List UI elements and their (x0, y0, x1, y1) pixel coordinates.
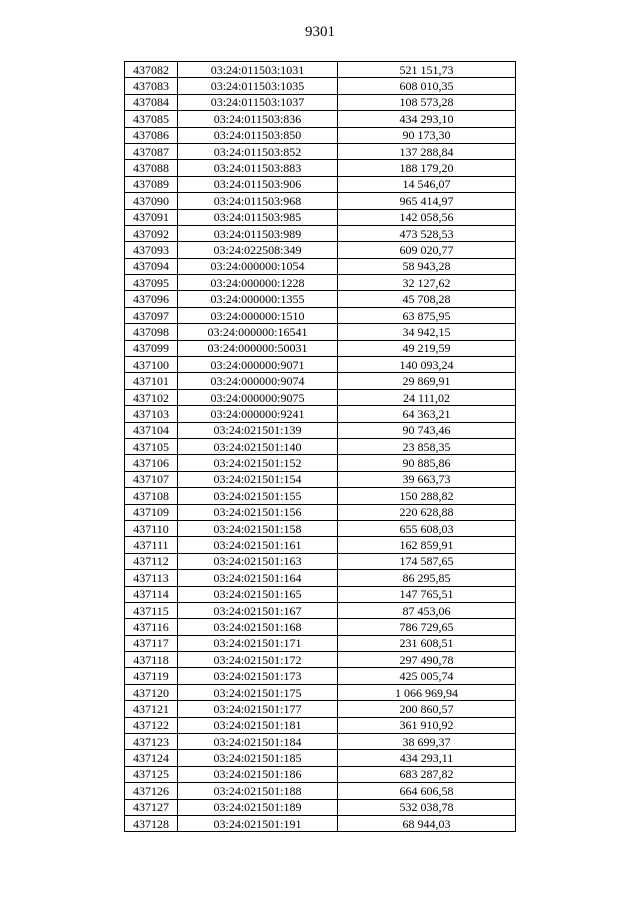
cadastral-number-cell: 03:24:021501:152 (178, 455, 338, 471)
row-number-cell: 437115 (125, 602, 178, 618)
table-row (125, 799, 516, 815)
cadastral-number-cell: 03:24:021501:140 (178, 438, 338, 454)
row-number-cell: 437107 (125, 471, 178, 487)
table-row (125, 225, 516, 241)
row-number-cell: 437124 (125, 750, 178, 766)
row-number-cell: 437100 (125, 357, 178, 373)
cadastral-number-cell: 03:24:011503:906 (178, 176, 338, 192)
row-number-cell: 437122 (125, 717, 178, 733)
table-row (125, 684, 516, 700)
table-row (125, 127, 516, 143)
cadastral-number-cell: 03:24:011503:836 (178, 111, 338, 127)
row-number-cell: 437095 (125, 275, 178, 291)
cadastral-number-cell: 03:24:011503:1037 (178, 94, 338, 110)
amount-cell: 297 490,78 (338, 652, 516, 668)
amount-cell: 90 743,46 (338, 422, 516, 438)
row-number-cell: 437119 (125, 668, 178, 684)
row-number-cell: 437113 (125, 570, 178, 586)
cadastral-number-cell: 03:24:021501:167 (178, 602, 338, 618)
amount-cell: 34 942,15 (338, 324, 516, 340)
table-row (125, 815, 516, 831)
cadastral-number-cell: 03:24:021501:172 (178, 652, 338, 668)
amount-cell: 68 944,03 (338, 815, 516, 831)
cadastral-number-cell: 03:24:021501:173 (178, 668, 338, 684)
amount-cell: 49 219,59 (338, 340, 516, 356)
cadastral-number-cell: 03:24:000000:9075 (178, 389, 338, 405)
cadastral-number-cell: 03:24:021501:191 (178, 815, 338, 831)
cadastral-number-cell: 03:24:021501:185 (178, 750, 338, 766)
cadastral-number-cell: 03:24:021501:181 (178, 717, 338, 733)
table-row (125, 340, 516, 356)
table-row (125, 783, 516, 799)
table-row (125, 160, 516, 176)
table-row (125, 635, 516, 651)
row-number-cell: 437111 (125, 537, 178, 553)
table-row (125, 766, 516, 782)
table-row (125, 422, 516, 438)
row-number-cell: 437104 (125, 422, 178, 438)
registry-table-body (125, 62, 516, 832)
amount-cell: 29 869,91 (338, 373, 516, 389)
row-number-cell: 437087 (125, 143, 178, 159)
row-number-cell: 437110 (125, 520, 178, 536)
cadastral-number-cell: 03:24:021501:165 (178, 586, 338, 602)
table-row (125, 652, 516, 668)
cadastral-number-cell: 03:24:000000:1228 (178, 275, 338, 291)
row-number-cell: 437099 (125, 340, 178, 356)
row-number-cell: 437120 (125, 684, 178, 700)
cadastral-number-cell: 03:24:021501:156 (178, 504, 338, 520)
row-number-cell: 437126 (125, 783, 178, 799)
cadastral-number-cell: 03:24:000000:50031 (178, 340, 338, 356)
cadastral-number-cell: 03:24:021501:189 (178, 799, 338, 815)
cadastral-number-cell: 03:24:021501:154 (178, 471, 338, 487)
table-row (125, 242, 516, 258)
cadastral-number-cell: 03:24:011503:985 (178, 209, 338, 225)
amount-cell: 140 093,24 (338, 357, 516, 373)
table-row (125, 553, 516, 569)
row-number-cell: 437090 (125, 193, 178, 209)
cadastral-number-cell: 03:24:021501:168 (178, 619, 338, 635)
amount-cell: 90 173,30 (338, 127, 516, 143)
cadastral-number-cell: 03:24:021501:177 (178, 701, 338, 717)
cadastral-number-cell: 03:24:021501:188 (178, 783, 338, 799)
page-number: 9301 (305, 24, 335, 40)
row-number-cell: 437097 (125, 307, 178, 323)
cadastral-number-cell: 03:24:000000:9074 (178, 373, 338, 389)
table-row (125, 94, 516, 110)
table-row (125, 357, 516, 373)
amount-cell: 683 287,82 (338, 766, 516, 782)
amount-cell: 425 005,74 (338, 668, 516, 684)
row-number-cell: 437093 (125, 242, 178, 258)
row-number-cell: 437123 (125, 734, 178, 750)
cadastral-number-cell: 03:24:021501:158 (178, 520, 338, 536)
amount-cell: 108 573,28 (338, 94, 516, 110)
row-number-cell: 437092 (125, 225, 178, 241)
row-number-cell: 437102 (125, 389, 178, 405)
row-number-cell: 437082 (125, 62, 178, 78)
table-row (125, 307, 516, 323)
table-row (125, 111, 516, 127)
amount-cell: 150 288,82 (338, 488, 516, 504)
table-row (125, 176, 516, 192)
amount-cell: 664 606,58 (338, 783, 516, 799)
row-number-cell: 437112 (125, 553, 178, 569)
row-number-cell: 437096 (125, 291, 178, 307)
row-number-cell: 437083 (125, 78, 178, 94)
cadastral-number-cell: 03:24:000000:1355 (178, 291, 338, 307)
table-row (125, 471, 516, 487)
amount-cell: 39 663,73 (338, 471, 516, 487)
row-number-cell: 437121 (125, 701, 178, 717)
cadastral-number-cell: 03:24:021501:171 (178, 635, 338, 651)
amount-cell: 64 363,21 (338, 406, 516, 422)
amount-cell: 147 765,51 (338, 586, 516, 602)
amount-cell: 86 295,85 (338, 570, 516, 586)
table-row (125, 209, 516, 225)
amount-cell: 200 860,57 (338, 701, 516, 717)
cadastral-number-cell: 03:24:000000:1510 (178, 307, 338, 323)
cadastral-number-cell: 03:24:011503:1031 (178, 62, 338, 78)
table-row (125, 734, 516, 750)
row-number-cell: 437105 (125, 438, 178, 454)
amount-cell: 608 010,35 (338, 78, 516, 94)
row-number-cell: 437108 (125, 488, 178, 504)
amount-cell: 87 453,06 (338, 602, 516, 618)
amount-cell: 63 875,95 (338, 307, 516, 323)
amount-cell: 434 293,11 (338, 750, 516, 766)
table-row (125, 570, 516, 586)
cadastral-number-cell: 03:24:021501:161 (178, 537, 338, 553)
cadastral-number-cell: 03:24:021501:163 (178, 553, 338, 569)
table-row (125, 488, 516, 504)
amount-cell: 38 699,37 (338, 734, 516, 750)
row-number-cell: 437117 (125, 635, 178, 651)
row-number-cell: 437118 (125, 652, 178, 668)
cadastral-number-cell: 03:24:021501:155 (178, 488, 338, 504)
cadastral-number-cell: 03:24:011503:968 (178, 193, 338, 209)
amount-cell: 473 528,53 (338, 225, 516, 241)
table-row (125, 602, 516, 618)
cadastral-number-cell: 03:24:021501:184 (178, 734, 338, 750)
cadastral-number-cell: 03:24:022508:349 (178, 242, 338, 258)
row-number-cell: 437116 (125, 619, 178, 635)
cadastral-number-cell: 03:24:000000:1054 (178, 258, 338, 274)
amount-cell: 14 546,07 (338, 176, 516, 192)
row-number-cell: 437114 (125, 586, 178, 602)
amount-cell: 434 293,10 (338, 111, 516, 127)
table-row (125, 619, 516, 635)
table-row (125, 438, 516, 454)
cadastral-number-cell: 03:24:011503:1035 (178, 78, 338, 94)
table-row (125, 78, 516, 94)
table-row (125, 258, 516, 274)
amount-cell: 142 058,56 (338, 209, 516, 225)
row-number-cell: 437127 (125, 799, 178, 815)
row-number-cell: 437089 (125, 176, 178, 192)
row-number-cell: 437103 (125, 406, 178, 422)
table-row (125, 275, 516, 291)
amount-cell: 361 910,92 (338, 717, 516, 733)
amount-cell: 58 943,28 (338, 258, 516, 274)
amount-cell: 231 608,51 (338, 635, 516, 651)
row-number-cell: 437085 (125, 111, 178, 127)
row-number-cell: 437098 (125, 324, 178, 340)
amount-cell: 532 038,78 (338, 799, 516, 815)
row-number-cell: 437084 (125, 94, 178, 110)
row-number-cell: 437091 (125, 209, 178, 225)
table-row (125, 324, 516, 340)
amount-cell: 655 608,03 (338, 520, 516, 536)
amount-cell: 220 628,88 (338, 504, 516, 520)
row-number-cell: 437101 (125, 373, 178, 389)
cadastral-number-cell: 03:24:021501:164 (178, 570, 338, 586)
table-row (125, 504, 516, 520)
table-row (125, 406, 516, 422)
table-row (125, 143, 516, 159)
table-row (125, 455, 516, 471)
registry-table (124, 61, 516, 832)
row-number-cell: 437088 (125, 160, 178, 176)
row-number-cell: 437086 (125, 127, 178, 143)
cadastral-number-cell: 03:24:011503:850 (178, 127, 338, 143)
cadastral-number-cell: 03:24:000000:9071 (178, 357, 338, 373)
cadastral-number-cell: 03:24:011503:989 (178, 225, 338, 241)
cadastral-number-cell: 03:24:011503:852 (178, 143, 338, 159)
row-number-cell: 437109 (125, 504, 178, 520)
row-number-cell: 437125 (125, 766, 178, 782)
table-row (125, 520, 516, 536)
table-row (125, 373, 516, 389)
amount-cell: 786 729,65 (338, 619, 516, 635)
table-row (125, 717, 516, 733)
table-row (125, 668, 516, 684)
cadastral-number-cell: 03:24:011503:883 (178, 160, 338, 176)
row-number-cell: 437128 (125, 815, 178, 831)
table-row (125, 291, 516, 307)
amount-cell: 521 151,73 (338, 62, 516, 78)
table-row (125, 750, 516, 766)
amount-cell: 137 288,84 (338, 143, 516, 159)
amount-cell: 174 587,65 (338, 553, 516, 569)
table-row (125, 62, 516, 78)
table-row (125, 701, 516, 717)
cadastral-number-cell: 03:24:000000:16541 (178, 324, 338, 340)
amount-cell: 162 859,91 (338, 537, 516, 553)
amount-cell: 1 066 969,94 (338, 684, 516, 700)
table-row (125, 193, 516, 209)
amount-cell: 23 858,35 (338, 438, 516, 454)
cadastral-number-cell: 03:24:000000:9241 (178, 406, 338, 422)
table-row (125, 537, 516, 553)
amount-cell: 45 708,28 (338, 291, 516, 307)
cadastral-number-cell: 03:24:021501:175 (178, 684, 338, 700)
amount-cell: 24 111,02 (338, 389, 516, 405)
row-number-cell: 437106 (125, 455, 178, 471)
amount-cell: 90 885,86 (338, 455, 516, 471)
row-number-cell: 437094 (125, 258, 178, 274)
table-row (125, 586, 516, 602)
table-row (125, 389, 516, 405)
cadastral-number-cell: 03:24:021501:186 (178, 766, 338, 782)
amount-cell: 609 020,77 (338, 242, 516, 258)
amount-cell: 965 414,97 (338, 193, 516, 209)
amount-cell: 188 179,20 (338, 160, 516, 176)
cadastral-number-cell: 03:24:021501:139 (178, 422, 338, 438)
amount-cell: 32 127,62 (338, 275, 516, 291)
